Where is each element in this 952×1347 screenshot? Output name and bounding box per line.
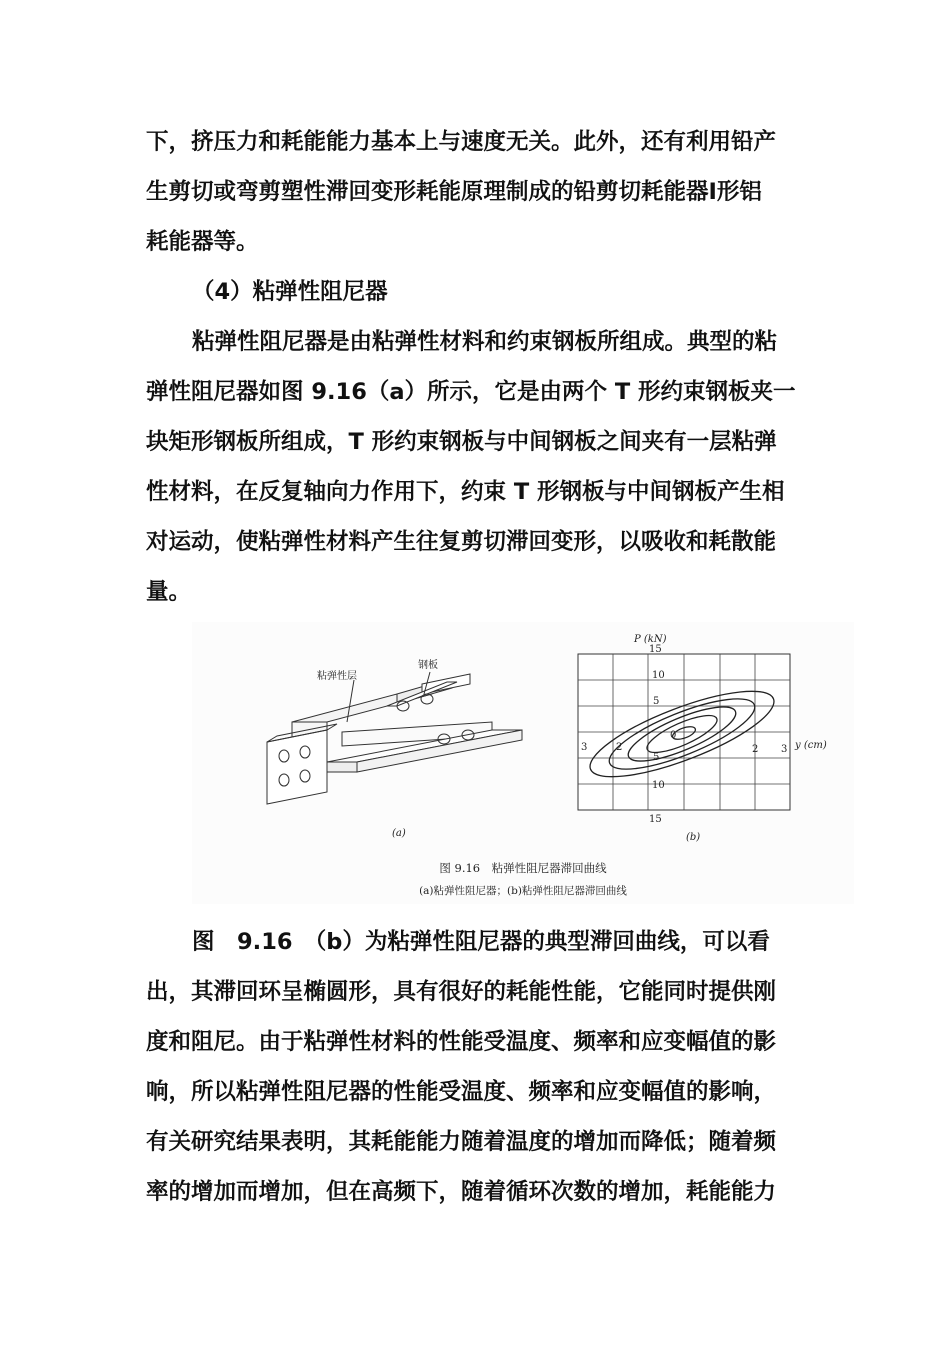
figure-caption-subtitle: (a)粘弹性阻尼器；(b)粘弹性阻尼器滞回曲线 xyxy=(419,885,627,897)
text-line: 对运动，使粘弹性材料产生往复剪切滞回变形，以吸收和耗散能 xyxy=(146,529,777,555)
label-steel-plate: 钢板 xyxy=(418,660,438,671)
tick-label: 15 xyxy=(649,814,662,825)
damper-illustration xyxy=(267,672,522,804)
text-line: 出，其滞回环呈椭圆形，具有很好的耗能性能，它能同时提供刚 xyxy=(146,979,777,1005)
tick-label: 2 xyxy=(616,742,623,753)
tick-label: 15 xyxy=(649,644,662,655)
tick-label: 3 xyxy=(581,742,588,753)
text-line: 耗能器等。 xyxy=(146,229,259,255)
tick-label: 5 xyxy=(653,696,660,707)
subfigure-a-label: (a) xyxy=(392,828,406,839)
tick-label: 2 xyxy=(752,744,759,755)
tick-label: 5 xyxy=(653,752,660,763)
tick-label: 10 xyxy=(652,780,665,791)
text-line: 块矩形钢板所组成，T 形约束钢板与中间钢板之间夹有一层粘弹 xyxy=(146,429,777,455)
paragraph-2 xyxy=(146,317,810,617)
subfigure-b-label: (b) xyxy=(686,832,701,843)
section-heading xyxy=(146,267,810,317)
text-line: 图 9.16 （b）为粘弹性阻尼器的典型滞回曲线，可以看 xyxy=(192,929,770,955)
tick-label: 0 xyxy=(670,730,677,741)
paragraph-1 xyxy=(146,117,810,267)
tick-label: 3 xyxy=(781,744,788,755)
figure-9-16 xyxy=(192,622,854,904)
text-line: 有关研究结果表明，其耗能能力随着温度的增加而降低；随着频 xyxy=(146,1129,777,1155)
text-line: 弹性阻尼器如图 9.16（a）所示，它是由两个 T 形约束钢板夹一 xyxy=(146,379,796,405)
text-line: 性材料，在反复轴向力作用下，约束 T 形钢板与中间钢板产生相 xyxy=(146,479,785,505)
text-line: 下，挤压力和耗能能力基本上与速度无关。此外，还有利用铅产 xyxy=(146,129,777,155)
figure-caption-title: 图 9.16 粘弹性阻尼器滞回曲线 xyxy=(439,861,607,875)
x-axis-label: y (cm) xyxy=(795,740,827,751)
text-line: 度和阻尼。由于粘弹性材料的性能受温度、频率和应变幅值的影 xyxy=(146,1029,777,1055)
text-line: 率的增加而增加，但在高频下，随着循环次数的增加，耗能能力 xyxy=(146,1179,777,1205)
text-line: 响，所以粘弹性阻尼器的性能受温度、频率和应变幅值的影响， xyxy=(146,1079,777,1105)
hysteresis-plot xyxy=(578,634,827,825)
text-line: 粘弹性阻尼器是由粘弹性材料和约束钢板所组成。典型的粘 xyxy=(192,329,778,355)
tick-label: 10 xyxy=(652,670,665,681)
text-line: 生剪切或弯剪塑性滞回变形耗能原理制成的铅剪切耗能器I形铝 xyxy=(146,179,762,205)
label-viscoelastic-layer: 粘弹性层 xyxy=(317,671,357,682)
paragraph-3 xyxy=(146,917,810,1217)
y-axis-label: P (kN) xyxy=(634,634,667,645)
text-line: 量。 xyxy=(146,579,192,605)
heading-text: （4）粘弹性阻尼器 xyxy=(192,279,388,305)
